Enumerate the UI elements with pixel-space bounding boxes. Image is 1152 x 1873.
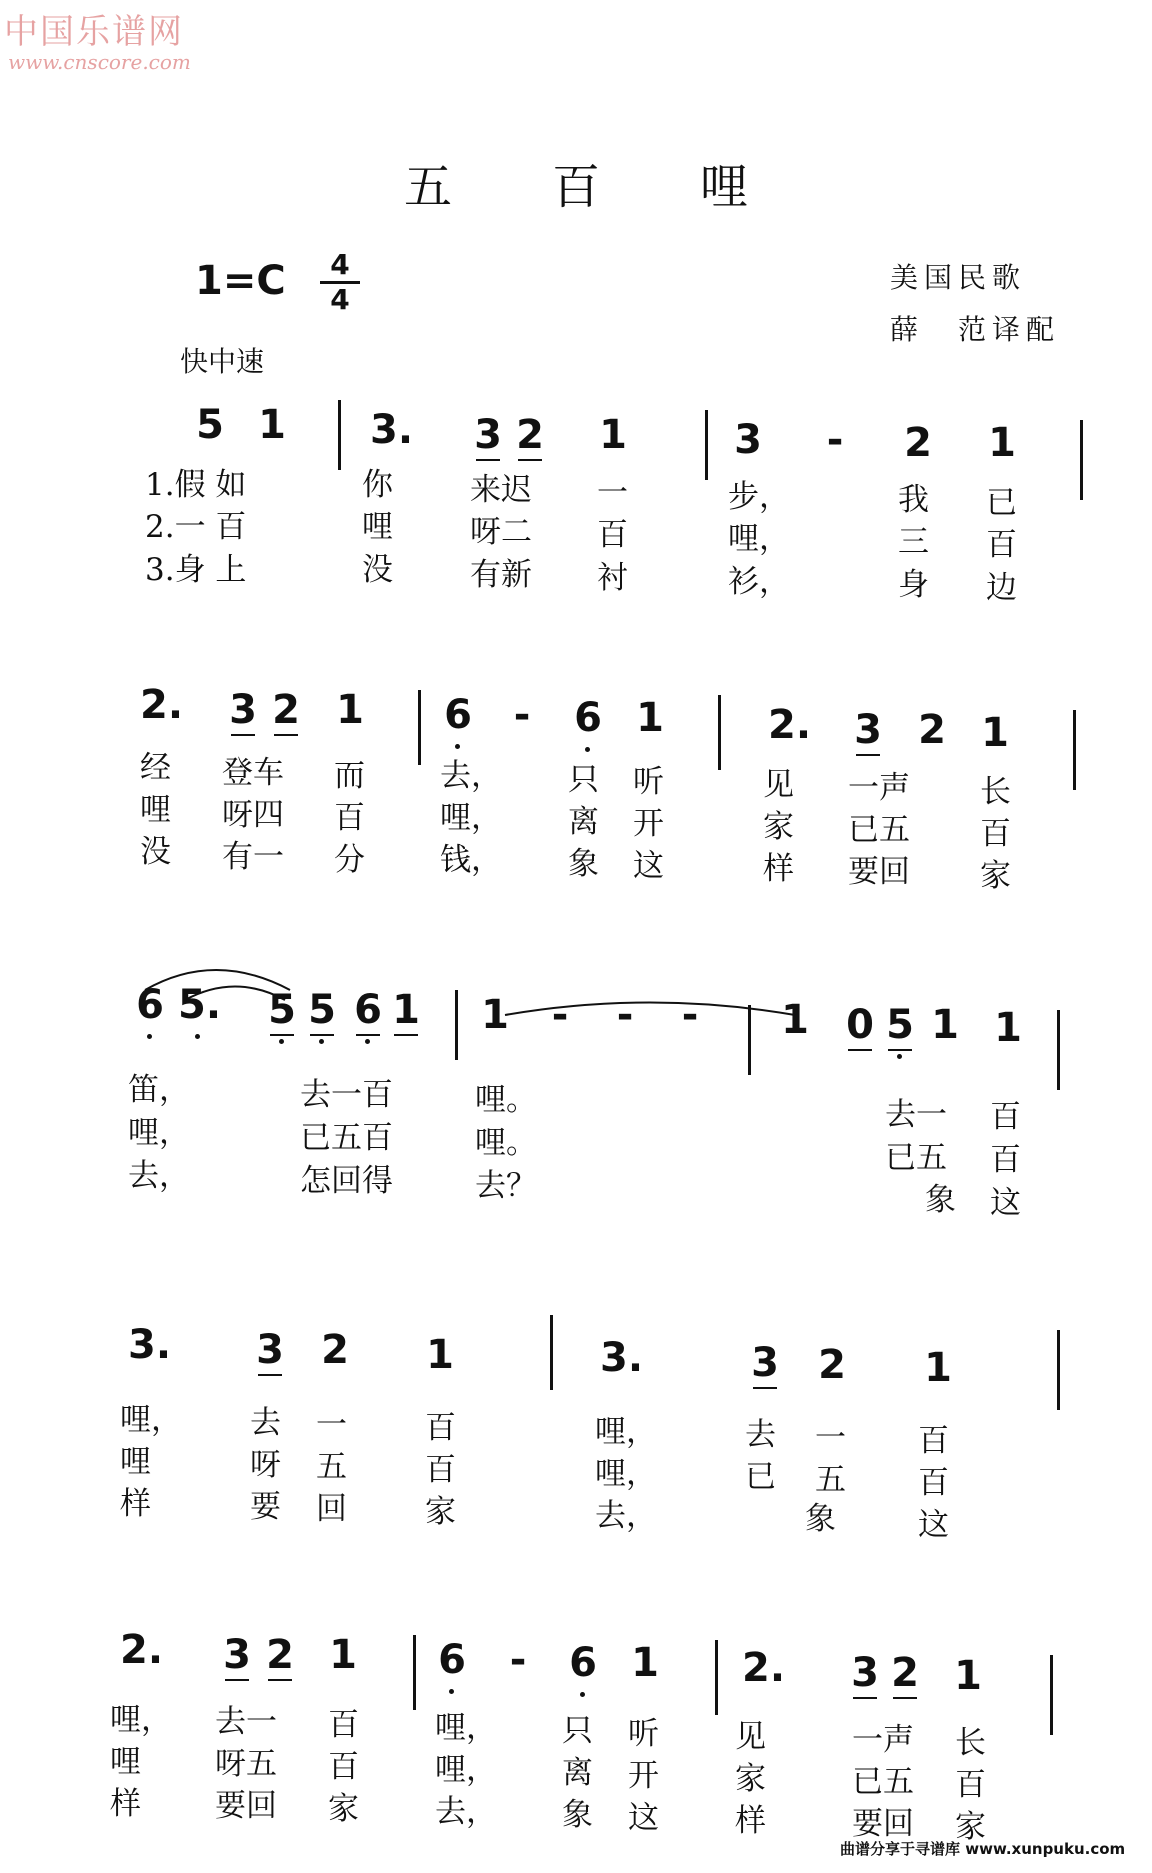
- lyric: 家: [955, 1809, 986, 1845]
- note: 6: [130, 983, 170, 1027]
- note: 1: [336, 687, 364, 733]
- lyric: 回: [316, 1491, 347, 1527]
- note: 2: [510, 413, 550, 457]
- lyric: 衫，: [728, 564, 790, 600]
- song-origin: 美国民歌: [890, 261, 1027, 294]
- lyric: 去，: [128, 1158, 190, 1194]
- note: 6: [348, 988, 388, 1032]
- note: 2: [260, 1633, 300, 1677]
- lyric: 呀四: [222, 797, 284, 833]
- barline: [1073, 710, 1076, 790]
- lyric: 1.假 如: [145, 467, 247, 503]
- lyric: 只: [562, 1713, 593, 1749]
- lyric: 怎回得: [300, 1163, 393, 1199]
- lyric: 哩。: [475, 1082, 537, 1118]
- lyric: 去: [745, 1417, 776, 1453]
- lyric: 来迟: [470, 472, 532, 508]
- time-signature-top: 4: [330, 248, 350, 281]
- lyric: 长: [955, 1725, 986, 1761]
- lyric: 家: [425, 1494, 456, 1530]
- note: 3: [223, 688, 263, 732]
- note: -: [616, 992, 634, 1038]
- lyric: 哩: [120, 1444, 151, 1480]
- lyric: 一: [597, 475, 628, 511]
- note: 6: [432, 1638, 472, 1682]
- lyric: 象: [562, 1797, 593, 1833]
- note: 1: [636, 695, 664, 741]
- lyric: 而: [334, 758, 365, 794]
- barline: [550, 1315, 553, 1390]
- lyric: 你: [362, 467, 393, 503]
- note: 2: [885, 1651, 925, 1695]
- note: -: [551, 992, 569, 1038]
- note: 6: [568, 696, 608, 740]
- note: 2: [918, 707, 946, 753]
- note: 3.: [128, 1322, 172, 1368]
- lyric: 一声: [848, 770, 910, 806]
- note: 1: [426, 1332, 454, 1378]
- lyric: 样: [735, 1803, 766, 1839]
- lyric: 去，: [435, 1794, 497, 1830]
- lyric: 没: [140, 834, 171, 870]
- note: 0: [840, 1003, 880, 1047]
- note: 2.: [768, 702, 812, 748]
- note: 3.: [370, 407, 414, 453]
- lyric: 百: [425, 1452, 456, 1488]
- slur-inner: [180, 975, 300, 1005]
- note: 3: [848, 708, 888, 752]
- note: 1: [988, 420, 1016, 466]
- lyric: 哩: [362, 509, 393, 545]
- note: 2: [321, 1327, 349, 1373]
- lyric: 一: [316, 1407, 347, 1443]
- lyric: 笛，: [128, 1072, 190, 1108]
- lyric: 只: [568, 762, 599, 798]
- lyric: 要回: [848, 854, 910, 890]
- barline: [1057, 1010, 1060, 1090]
- key-signature: 1=C: [195, 258, 286, 304]
- lyric: 呀: [250, 1447, 281, 1483]
- lyric: 已五: [852, 1764, 914, 1800]
- note: 3: [217, 1633, 257, 1677]
- note: 1: [599, 412, 627, 458]
- lyric: 三: [898, 524, 929, 560]
- lyric: 象: [568, 846, 599, 882]
- lyric: 百: [425, 1410, 456, 1446]
- note: 2: [904, 420, 932, 466]
- lyric: 百: [980, 816, 1011, 852]
- lyric: 呀五: [215, 1746, 277, 1782]
- lyric: 象: [805, 1501, 836, 1537]
- note: 1: [258, 402, 286, 448]
- barline: [455, 990, 458, 1060]
- note: 1: [329, 1632, 357, 1678]
- lyric: 要: [250, 1489, 281, 1525]
- lyric: 去一百: [300, 1077, 393, 1113]
- note: 3: [845, 1651, 885, 1695]
- time-signature-bottom: 4: [330, 283, 350, 316]
- barline: [338, 400, 341, 470]
- note: -: [826, 417, 844, 463]
- tempo-marking: 快中速: [180, 345, 265, 378]
- tie-across-bar: [500, 990, 810, 1020]
- note: 1: [924, 1345, 952, 1391]
- lyric: 开: [633, 806, 664, 842]
- watermark-site-url: www.cnscore.com: [8, 50, 191, 74]
- lyric: 已五百: [300, 1120, 393, 1156]
- note: 3: [734, 417, 762, 463]
- note: 6: [438, 693, 478, 737]
- note: 2: [266, 688, 306, 732]
- note: 1: [481, 992, 509, 1038]
- lyric: 哩: [140, 792, 171, 828]
- lyric: 去？: [475, 1168, 537, 1204]
- lyric: 这: [633, 848, 664, 884]
- song-arranger: 薛 范译配: [890, 313, 1061, 346]
- note: 5: [196, 402, 224, 448]
- note: 2.: [120, 1627, 164, 1673]
- time-signature: [320, 250, 360, 315]
- watermark-site-name: 中国乐谱网: [4, 12, 184, 52]
- lyric: 去，: [595, 1498, 657, 1534]
- lyric: 去一: [215, 1704, 277, 1740]
- note: 5: [880, 1003, 920, 1047]
- lyric: 步，: [728, 479, 790, 515]
- lyric: 钱，: [440, 842, 502, 878]
- lyric: 分: [334, 842, 365, 878]
- lyric: 衬: [597, 560, 628, 596]
- note: 2: [818, 1342, 846, 1388]
- note: 5.: [178, 982, 222, 1028]
- barline: [1080, 420, 1083, 500]
- lyric: 长: [980, 774, 1011, 810]
- lyric: 百: [990, 1099, 1021, 1135]
- lyric: 百: [328, 1707, 359, 1743]
- lyric: 样: [110, 1786, 141, 1822]
- note: 3: [250, 1328, 290, 1372]
- lyric: 已五: [848, 812, 910, 848]
- lyric: 这: [918, 1507, 949, 1543]
- lyric: 已: [986, 485, 1017, 521]
- note: -: [513, 692, 531, 738]
- lyric: 百: [955, 1767, 986, 1803]
- barline: [718, 695, 721, 770]
- lyric: 已五: [885, 1140, 947, 1176]
- note: 5: [302, 988, 342, 1032]
- lyric: 开: [628, 1758, 659, 1794]
- barline: [418, 690, 421, 765]
- lyric: 哩，: [595, 1456, 657, 1492]
- lyric: 五: [815, 1462, 846, 1498]
- lyric: 百: [328, 1749, 359, 1785]
- lyric: 2.一 百: [145, 509, 247, 545]
- lyric: 家: [735, 1761, 766, 1797]
- lyric: 听: [633, 764, 664, 800]
- lyric: 样: [763, 851, 794, 887]
- lyric: 哩，: [128, 1115, 190, 1151]
- lyric: 家: [328, 1791, 359, 1827]
- note: 1: [931, 1002, 959, 1048]
- lyric: 家: [980, 858, 1011, 894]
- lyric: 哩，: [595, 1414, 657, 1450]
- lyric: 呀二: [470, 514, 532, 550]
- footer-credit: 曲谱分享于寻谱库 www.xunpuku.com: [840, 1840, 1126, 1858]
- lyric: 哩，: [435, 1752, 497, 1788]
- note: 3.: [600, 1335, 644, 1381]
- note: 3: [745, 1341, 785, 1385]
- note: 2.: [742, 1645, 786, 1691]
- lyric: 象: [925, 1182, 956, 1218]
- lyric: 哩。: [475, 1125, 537, 1161]
- lyric: 哩，: [440, 800, 502, 836]
- lyric: 去: [250, 1405, 281, 1441]
- lyric: 有新: [470, 557, 532, 593]
- lyric: 边: [986, 570, 1017, 606]
- note: 1: [386, 988, 426, 1032]
- lyric: 离: [568, 804, 599, 840]
- lyric: 五: [316, 1449, 347, 1485]
- lyric: 登车: [222, 755, 284, 791]
- lyric: 百: [990, 1142, 1021, 1178]
- lyric: 样: [120, 1486, 151, 1522]
- barline: [1050, 1655, 1053, 1735]
- song-title: 五百哩: [403, 159, 848, 215]
- lyric: 哩，: [120, 1402, 182, 1438]
- lyric: 百: [986, 527, 1017, 563]
- note: 3: [468, 413, 508, 457]
- lyric: 去一: [885, 1097, 947, 1133]
- barline: [705, 410, 708, 480]
- lyric: 见: [735, 1719, 766, 1755]
- lyric: 有一: [222, 839, 284, 875]
- lyric: 百: [597, 517, 628, 553]
- lyric: 家: [763, 809, 794, 845]
- note: 1: [631, 1640, 659, 1686]
- note: 1: [994, 1005, 1022, 1051]
- lyric: 一: [815, 1420, 846, 1456]
- barline: [413, 1635, 416, 1710]
- note: 5: [262, 988, 302, 1032]
- note: 1: [954, 1653, 982, 1699]
- lyric: 一声: [852, 1722, 914, 1758]
- note: -: [509, 1637, 527, 1683]
- note: 6: [563, 1641, 603, 1685]
- note: 1: [781, 997, 809, 1043]
- lyric: 听: [628, 1716, 659, 1752]
- lyric: 已: [745, 1459, 776, 1495]
- lyric: 哩，: [110, 1702, 172, 1738]
- barline: [715, 1640, 718, 1715]
- lyric: 见: [763, 767, 794, 803]
- lyric: 哩: [110, 1744, 141, 1780]
- lyric: 去，: [440, 758, 502, 794]
- note: 2.: [140, 682, 184, 728]
- lyric: 经: [140, 750, 171, 786]
- note: -: [681, 992, 699, 1038]
- lyric: 这: [628, 1800, 659, 1836]
- barline: [1057, 1330, 1060, 1410]
- lyric: 3.身 上: [145, 552, 247, 588]
- lyric: 这: [990, 1185, 1021, 1221]
- lyric: 我: [898, 482, 929, 518]
- lyric: 百: [918, 1465, 949, 1501]
- lyric: 没: [362, 552, 393, 588]
- lyric: 哩，: [728, 521, 790, 557]
- lyric: 要回: [215, 1788, 277, 1824]
- lyric: 百: [334, 800, 365, 836]
- lyric: 百: [918, 1423, 949, 1459]
- lyric: 离: [562, 1755, 593, 1791]
- lyric: 身: [898, 567, 929, 603]
- lyric: 要回: [852, 1806, 914, 1842]
- note: 1: [981, 710, 1009, 756]
- lyric: 哩，: [435, 1710, 497, 1746]
